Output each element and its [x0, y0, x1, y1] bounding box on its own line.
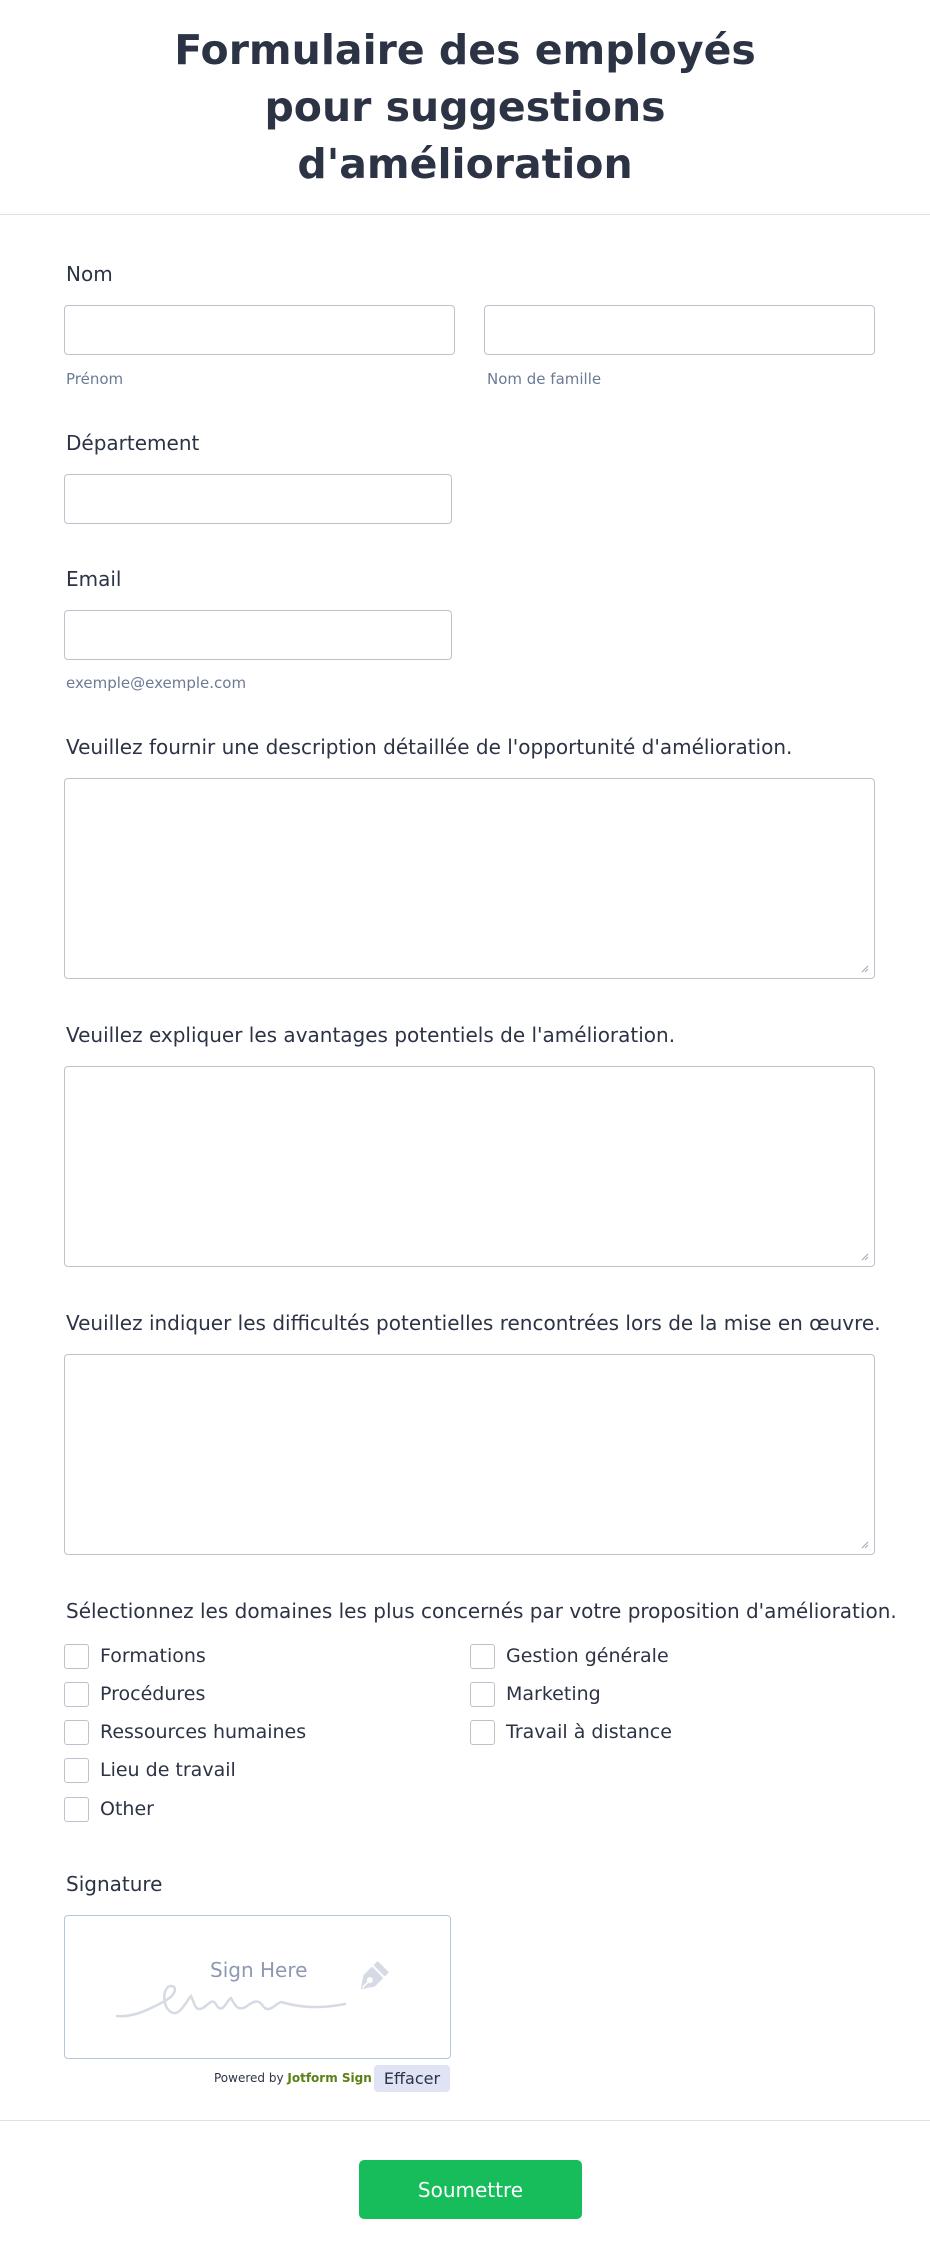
- checkbox[interactable]: [64, 1758, 89, 1783]
- first-name-input[interactable]: [64, 305, 455, 355]
- email-input[interactable]: [64, 610, 452, 660]
- email-sublabel: exemple@exemple.com: [66, 674, 247, 692]
- resize-handle-icon[interactable]: [859, 1539, 869, 1549]
- submit-button[interactable]: Soumettre: [359, 2160, 582, 2219]
- form-footer: [0, 2120, 930, 2268]
- form-title: Formulaire des employés pour suggestions d'amélioration: [174, 25, 756, 188]
- powered-by-prefix: Powered by: [214, 2071, 284, 2085]
- checkbox-label: Travail à distance: [506, 1721, 672, 1743]
- checkbox[interactable]: [64, 1644, 89, 1669]
- checkbox[interactable]: [470, 1644, 495, 1669]
- name-label: Nom: [66, 262, 113, 286]
- jotform-sign-brand: Jotform Sign: [287, 2071, 372, 2085]
- last-name-input[interactable]: [484, 305, 875, 355]
- powered-by-text: [214, 2071, 372, 2085]
- checkbox-option-ressources-humaines[interactable]: [64, 1719, 306, 1745]
- form-body: [0, 215, 930, 2120]
- areas-label: Sélectionnez les domaines les plus concernés par votre proposition d'amélioration.: [66, 1599, 897, 1623]
- clear-signature-button[interactable]: Effacer: [374, 2065, 450, 2092]
- signature-placeholder: Sign Here: [210, 1958, 308, 1982]
- checkbox-option-formations[interactable]: [64, 1643, 206, 1669]
- signature-label: Signature: [66, 1872, 163, 1896]
- checkbox[interactable]: [470, 1682, 495, 1707]
- difficulties-textarea[interactable]: [64, 1354, 875, 1555]
- checkbox-label: Marketing: [506, 1683, 601, 1705]
- department-input[interactable]: [64, 474, 452, 524]
- signature-pad[interactable]: [64, 1915, 451, 2059]
- checkbox-label: Procédures: [100, 1683, 206, 1705]
- benefits-label: Veuillez expliquer les avantages potentiels de l'amélioration.: [66, 1023, 676, 1047]
- checkbox-option-marketing[interactable]: [470, 1681, 601, 1707]
- checkbox-option-lieu-de-travail[interactable]: [64, 1757, 236, 1783]
- department-label: Département: [66, 431, 200, 455]
- last-name-sublabel: Nom de famille: [487, 370, 602, 388]
- checkbox-label: Other: [100, 1798, 154, 1820]
- difficulties-label: Veuillez indiquer les difficultés potentielles rencontrées lors de la mise en œuvre.: [66, 1311, 881, 1335]
- checkbox[interactable]: [64, 1797, 89, 1822]
- checkbox[interactable]: [470, 1720, 495, 1745]
- resize-handle-icon[interactable]: [859, 1251, 869, 1261]
- checkbox-label: Formations: [100, 1645, 206, 1667]
- checkbox-option-other[interactable]: [64, 1796, 154, 1822]
- checkbox[interactable]: [64, 1720, 89, 1745]
- benefits-textarea[interactable]: [64, 1066, 875, 1267]
- first-name-sublabel: Prénom: [66, 370, 124, 388]
- form-header: [0, 0, 930, 215]
- email-label: Email: [66, 567, 122, 591]
- checkbox-option-gestion-generale[interactable]: [470, 1643, 669, 1669]
- checkbox-label: Gestion générale: [506, 1645, 669, 1667]
- checkbox-option-procedures[interactable]: [64, 1681, 205, 1707]
- checkbox-label: Ressources humaines: [100, 1721, 307, 1743]
- checkbox[interactable]: [64, 1682, 89, 1707]
- description-label: Veuillez fournir une description détaillée de l'opportunité d'amélioration.: [66, 735, 793, 759]
- description-textarea[interactable]: [64, 778, 875, 979]
- pen-nib-icon: [350, 1956, 394, 2000]
- checkbox-option-travail-a-distance[interactable]: [470, 1719, 672, 1745]
- resize-handle-icon[interactable]: [859, 963, 869, 973]
- checkbox-label: Lieu de travail: [100, 1759, 236, 1781]
